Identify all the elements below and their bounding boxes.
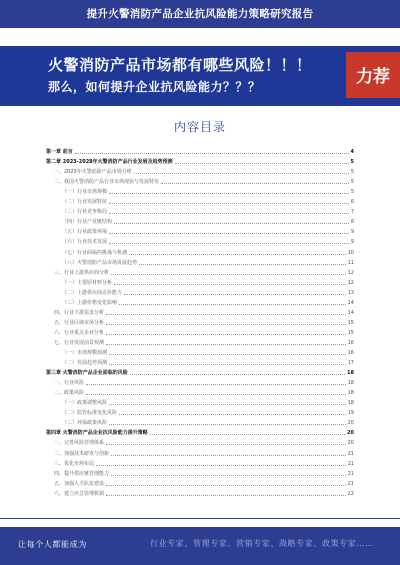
toc-page-number: 18: [347, 390, 354, 397]
toc-leader-dots: [106, 484, 346, 486]
toc-entry[interactable]: [62, 187, 354, 195]
toc-leader-dots: [139, 263, 346, 265]
toc-chapter-entry[interactable]: [46, 157, 354, 165]
toc-page-number: 14: [347, 299, 354, 306]
toc-page-number: 9: [350, 239, 354, 246]
toc-entry-title: 五、行业区域市场分析: [54, 319, 105, 326]
toc-entry[interactable]: [62, 207, 354, 215]
toc-page-number: 21: [347, 450, 354, 457]
toc-entry[interactable]: [62, 348, 354, 356]
toc-page-number: 13: [347, 289, 354, 296]
toc-leader-dots: [86, 383, 346, 385]
toc-leader-dots: [96, 464, 346, 466]
toc-entry-title: 七、行业发展前景预测: [54, 339, 105, 346]
toc-chapter-entry[interactable]: [46, 368, 354, 376]
toc-entry-title: 三、优化市场布局: [54, 460, 95, 467]
toc-leader-dots: [114, 283, 346, 285]
toc-leader-dots: [134, 172, 349, 174]
toc-entry-title: 三、行业上游供应商分析: [54, 269, 110, 276]
toc-entry-title: （一）主要原材料分析: [62, 279, 113, 286]
toc-leader-dots: [75, 152, 349, 154]
toc-entry[interactable]: [54, 489, 354, 497]
toc-entry[interactable]: [54, 469, 354, 477]
toc-leader-dots: [161, 182, 349, 184]
toc-entry-title: （二）行业发展特征: [62, 199, 108, 206]
toc-entry-title: （三）环保政策风险: [62, 420, 108, 427]
toc-entry[interactable]: [54, 479, 354, 487]
recommend-badge: [346, 52, 400, 98]
toc-leader-dots: [109, 353, 346, 355]
toc-entry[interactable]: [62, 278, 354, 286]
toc-entry-title: 第四章 火警消防产品企业抗风险能力提升策略: [46, 430, 148, 437]
toc-entry-title: （五）行业政策环境: [62, 229, 108, 236]
toc-entry[interactable]: [62, 358, 354, 366]
toc-page-number: 12: [347, 269, 354, 276]
toc-entry[interactable]: [54, 378, 354, 386]
toc-page-number: 20: [347, 430, 354, 437]
toc-leader-dots: [109, 363, 346, 365]
toc-entry-title: （七）行业面临的挑战与机遇: [62, 249, 128, 256]
toc-entry[interactable]: [62, 237, 354, 245]
toc-entry-title: 第二章 2023-2028年火警消防产品行业发展及趋势预测: [46, 159, 173, 166]
toc-leader-dots: [106, 313, 346, 315]
toc-page-number: 14: [347, 309, 354, 316]
toc-page-number: 7: [350, 209, 354, 216]
toc-entry[interactable]: [62, 248, 354, 256]
hero-headline: 火警消防产品市场都有哪些风险！！！: [48, 56, 312, 74]
toc-entry[interactable]: [54, 388, 354, 396]
toc-page-number: 5: [350, 159, 354, 166]
toc-leader-dots: [109, 242, 349, 244]
toc-entry-title: 第三章 火警消防产品企业面临的风险: [46, 370, 128, 377]
toc-leader-dots: [119, 303, 346, 305]
toc-page-number: 19: [347, 410, 354, 417]
toc-page-number: 5: [350, 189, 354, 196]
toc-entry[interactable]: [62, 258, 354, 266]
toc-entry-title: 二、政策风险: [54, 390, 85, 397]
toc-leader-dots: [111, 273, 346, 275]
toc-entry[interactable]: [54, 308, 354, 316]
toc-entry[interactable]: [54, 328, 354, 336]
hero-banner: [0, 46, 400, 106]
toc-leader-dots: [111, 454, 346, 456]
toc-entry-title: 一、完善风险管理体系: [54, 440, 105, 447]
toc-leader-dots: [111, 474, 346, 476]
toc-page-number: 17: [347, 360, 354, 367]
toc-page-number: 20: [347, 420, 354, 427]
toc-entry[interactable]: [54, 449, 354, 457]
toc-leader-dots: [106, 443, 346, 445]
toc-entry-title: （一）政策调整风险: [62, 400, 108, 407]
toc-leader-dots: [175, 162, 349, 164]
toc-entry[interactable]: [54, 177, 354, 185]
toc-chapter-entry[interactable]: [46, 147, 354, 155]
toc-page-number: 16: [347, 339, 354, 346]
toc-page-number: 15: [347, 329, 354, 336]
toc-page-number: 5: [350, 179, 354, 186]
toc-page-number: 22: [347, 490, 354, 497]
toc-entry-title: （一）行业市场规模: [62, 189, 108, 196]
toc-page-number: 8: [350, 219, 354, 226]
toc-entry[interactable]: [54, 167, 354, 175]
toc-entry-title: 二、我国火警消防产品行业市场现状与发展特征: [54, 179, 160, 186]
toc-entry-title: （一）市场规模预测: [62, 350, 108, 356]
toc-leader-dots: [109, 192, 349, 194]
footer-slogan: 让每个人都能成为: [18, 540, 87, 549]
toc-entry-title: （二）上游供应商议价能力: [62, 289, 123, 296]
toc-leader-dots: [106, 494, 346, 496]
toc-page-number: 9: [350, 229, 354, 236]
toc-leader-dots: [106, 333, 346, 335]
toc-leader-dots: [109, 232, 349, 234]
toc-leader-dots: [109, 403, 346, 405]
toc-page-number: 18: [347, 380, 354, 387]
toc-entry[interactable]: [54, 318, 354, 326]
toc-entry[interactable]: [62, 418, 354, 426]
toc-leader-dots: [106, 343, 346, 345]
toc-page-number: 21: [347, 480, 354, 487]
toc-page-number: 12: [347, 279, 354, 286]
toc-page-number: 11: [347, 259, 354, 266]
toc-title: 内容目录: [173, 120, 226, 134]
toc-entry-title: （六）行业技术发展: [62, 239, 108, 246]
toc-leader-dots: [150, 433, 345, 435]
toc-entry-title: 第一章 前言: [46, 149, 73, 155]
report-title: 提升火警消防产品企业抗风险能力策略研究报告: [86, 8, 314, 20]
toc-page-number: 18: [347, 400, 354, 407]
footer-divider: [0, 518, 400, 519]
toc-leader-dots: [109, 423, 346, 425]
toc-page-number: 5: [350, 169, 354, 176]
toc-page-number: 4: [350, 149, 354, 155]
toc-entry-title: （三）行业竞争格局: [62, 209, 108, 216]
toc-entry[interactable]: [62, 197, 354, 205]
toc-page-number: 6: [350, 199, 354, 206]
toc-entry[interactable]: [54, 268, 354, 276]
toc-leader-dots: [129, 253, 346, 255]
footer-tagline: 行业专家、管理专家、营销专家、战略专家、政策专家……: [150, 539, 374, 548]
hero-subheadline: 那么，如何提升企业抗风险能力？？？: [48, 80, 261, 94]
toc-page-number: 20: [347, 440, 354, 447]
toc-leader-dots: [114, 222, 349, 224]
toc-leader-dots: [130, 373, 345, 375]
toc-entry[interactable]: [62, 408, 354, 416]
toc-entry-title: 四、提升供应链管理能力: [54, 470, 110, 477]
toc-leader-dots: [109, 212, 349, 214]
toc-entry[interactable]: [62, 288, 354, 296]
header-bar: [0, 0, 400, 28]
toc-leader-dots: [109, 202, 349, 204]
toc-entry-title: （二）发展趋势预测: [62, 360, 108, 367]
badge-label: 力荐: [356, 67, 390, 87]
toc-entry-title: 二、加强技术研发与创新: [54, 450, 110, 457]
toc-entry[interactable]: [54, 459, 354, 467]
toc-leader-dots: [124, 293, 346, 295]
toc-page-number: 10: [347, 249, 354, 256]
toc-entry-title: 四、行业下游需求分析: [54, 309, 105, 316]
toc-entry-title: （四）行业产业链结构: [62, 219, 113, 226]
toc-leader-dots: [119, 413, 346, 415]
toc-entry-title: 六、行业重点企业分析: [54, 329, 105, 336]
toc-entry-title: （二）监管标准变化风险: [62, 410, 118, 417]
toc-entry-title: 六、建立应急管理机制: [54, 490, 105, 497]
toc-leader-dots: [106, 323, 346, 325]
toc-entry[interactable]: [62, 398, 354, 406]
toc-chapter-entry[interactable]: [46, 428, 354, 436]
toc-entry-title: 一、行业风险: [54, 380, 85, 387]
toc-page-number: 21: [347, 460, 354, 467]
toc-entry[interactable]: [62, 217, 354, 225]
footer-bar: [0, 527, 400, 565]
toc-page-number: 18: [347, 370, 354, 377]
toc-entry[interactable]: [54, 338, 354, 346]
toc-entry-title: （三）上游价格变化影响: [62, 299, 118, 306]
toc-entry[interactable]: [62, 298, 354, 306]
toc-entry-title: 一、2023年火警消防产品市场分析: [54, 169, 132, 176]
toc-leader-dots: [86, 393, 346, 395]
toc-page-number: 21: [347, 470, 354, 477]
toc-entry-title: 五、加强人才队伍建设: [54, 480, 105, 487]
toc-entry-title: （八）火警消防产品市场发展趋势: [62, 259, 138, 266]
toc-page-number: 16: [347, 350, 354, 356]
toc-entry[interactable]: [62, 227, 354, 235]
toc-page-number: 15: [347, 319, 354, 326]
toc-entry[interactable]: [54, 438, 354, 446]
